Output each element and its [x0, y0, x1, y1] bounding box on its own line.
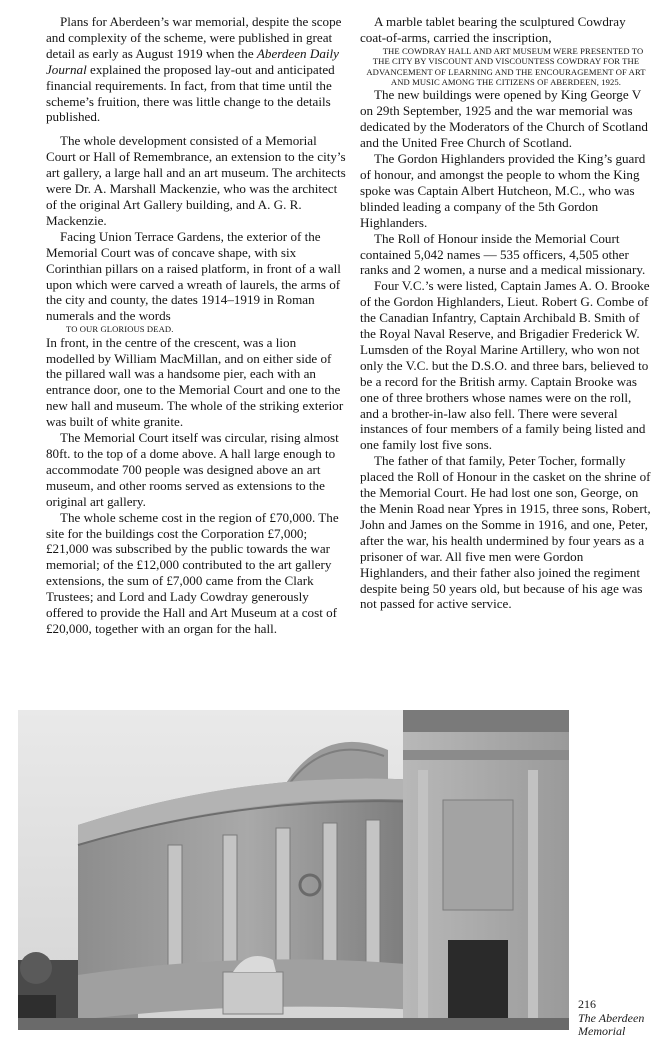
right-column	[360, 14, 652, 612]
paragraph-memorial-court: The Memorial Court itself was circular, rising almost 80ft. to the top of a dome above. A hall large enough to accommodate 700 people was designed above an art museum, and other rooms served as extensions to the original art gallery.	[46, 430, 339, 509]
paragraph-vcs: Four V.C.’s were listed, Captain James A. O. Brooke of the Gordon Highlanders, Lieut. Robert G. Combe of the Canadian Infantry, Captain Archibald B. Smith of the Royal Naval Reserve, and Brigadier Frederick W. Lumsden of the Royal Marine Artillery, who won not only the V.C. but the D.S.O. and three bars, believed to be a record for the British army. Captain Brooke was one of three brothers whose names were on the roll, and a brother-in-law also fell. There were several instances of four members of a family being listed and one family lost five sons.	[360, 278, 650, 453]
figure-caption	[578, 998, 658, 1039]
paragraph-roll-of-honour: The Roll of Honour inside the Memorial Court contained 5,042 names — 535 officers, 4,505 other ranks and 2 women, a nurse and a medical missionary.	[360, 230, 646, 278]
paragraph-plans	[46, 14, 346, 125]
memorial-photograph	[18, 710, 569, 1030]
text: Plans for Aberdeen’s war memorial, despite the scope and complexity of the scheme, were published in great detail as early as August 1919 when the	[46, 14, 342, 61]
newspaper-title: Aberdeen Daily Journal	[46, 45, 339, 77]
paragraph-cost: The whole scheme cost in the region of £70,000. The site for the buildings cost the Corporation £7,000; £21,000 was subscribed by the public towards the war memorial; of the £12,000 contributed to the art gallery extensions, the sum of £7,000 came from the Clark Trustees; and Lord and Lady Cowdray generously offered to provide the Hall and Art Museum at a cost of £20,000, together with an organ for the hall.	[46, 509, 339, 636]
inscription-cowdray: THE COWDRAY HALL AND ART MUSEUM WERE PRESENTED TO THE CITY BY VISCOUNT AND VISCOUNTESS COWDRAY FOR THE ADVANCEMENT OF LEARNING AND THE ENCOURAGEMENT OF ART AND MUSIC AMONG THE CITIZENS OF ABERDEEN, 1925.	[366, 45, 646, 88]
paragraph-tocher: The father of that family, Peter Tocher, formally placed the Roll of Honour in the casket on the shrine of the Memorial Court. He had lost one son, George, on the Menin Road near Ypres in 1915, three sons, Robert, John and James on the Somme in 1916, and one, Peter, after the war, his health undermined by four years as a prisoner of war. All five men were Gordon Highlanders, and their father also joined the regiment despite being 50 years old, but because of his age was not passed for active service.	[360, 453, 651, 612]
paragraph-development: The whole development consisted of a Memorial Court or Hall of Remembrance, an extension to the city’s art gallery, a large hall and an art museum. The architects were Dr. A. Marshall Mackenzie, who was the architect of the original Art Gallery building, and A. G. R. Mackenzie.	[46, 133, 346, 228]
figure-number: 216	[578, 997, 596, 1011]
paragraph-marble-tablet: A marble tablet bearing the sculptured Cowdray coat-of-arms, carried the inscription,	[360, 14, 626, 45]
inscription-glorious-dead: TO OUR GLORIOUS DEAD.	[66, 324, 174, 335]
paragraph-opening: The new buildings were opened by King George V on 29th September, 1925 and the war memorial was dedicated by the Moderators of the Church of Scotland and the United Free Church of Scotland.	[360, 87, 648, 151]
figure-title: The Aberdeen Memorial	[578, 1010, 645, 1038]
paragraph-guard-of-honour: The Gordon Highlanders provided the King’s guard of honour, and amongst the people to whom the King spoke was Captain Albert Hutcheon, M.C., who was blinded leading a company of the 5th Gordon Highlanders.	[360, 151, 646, 230]
paragraph-lion: In front, in the centre of the crescent, was a lion modelled by William MacMillan, and on either side of the pillared wall was a handsome pier, each with an entrance door, one to the Memorial Court and one to the new hall and museum. The whole of the striking exterior was built of white granite.	[46, 334, 344, 430]
text: explained the proposed lay-out and anticipated financial requirements. In fact, from that time until the scheme’s fruition, there was little change to the details published.	[46, 61, 335, 125]
paragraph-exterior: Facing Union Terrace Gardens, the exterior of the Memorial Court was of concave shape, with six Corinthian pillars on a raised platform, in front of a wall upon which were carved a wreath of laurels, the arms of the city and county, the dates 1914–1919 in Roman numerals and the words	[46, 228, 341, 324]
left-column	[46, 14, 346, 637]
